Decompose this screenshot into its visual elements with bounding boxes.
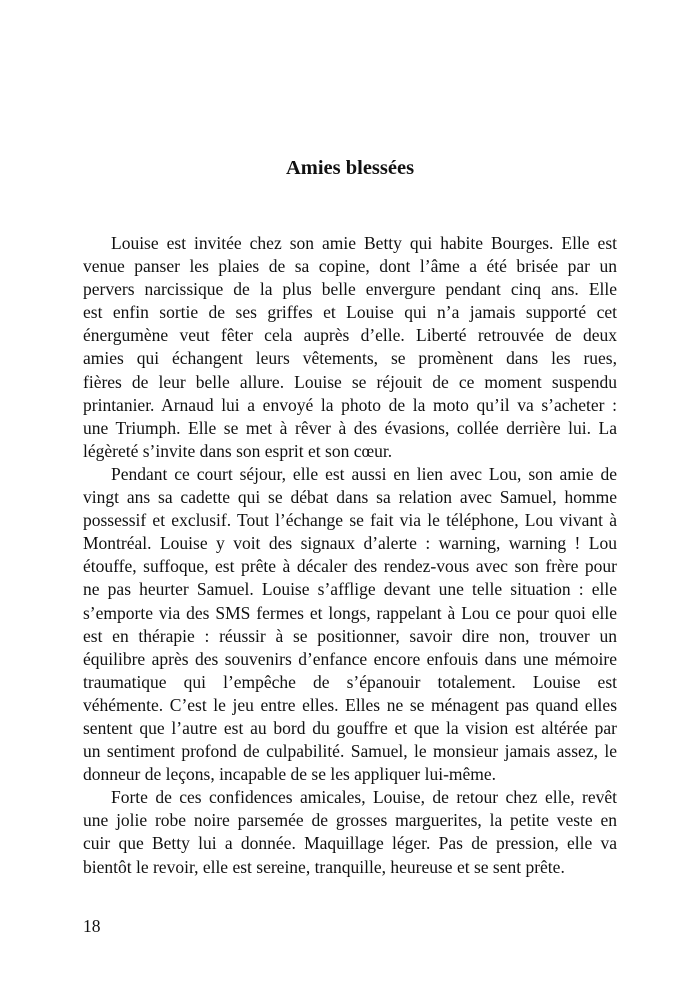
text-line: donneur de leçons, incapable de se les appliquer lui-même. bbox=[83, 764, 497, 785]
text-line: est enfin sortie de ses griffes et Louise qui n’a jamais supporté cet bbox=[83, 302, 617, 323]
text-line: pervers narcissique de la plus belle envergure pendant cinq ans. Elle bbox=[83, 279, 617, 300]
text-line: traumatique qui l’empêche de s’épanouir totalement. Louise est bbox=[83, 671, 617, 692]
text-line: Louise est invitée chez son amie Betty qui habite Bourges. Elle est bbox=[111, 233, 617, 253]
text-line: possessif et exclusif. Tout l’échange se fait via le téléphone, Lou vivant à bbox=[83, 510, 617, 531]
text-line: s’emporte via des SMS fermes et longs, rappelant à Lou ce pour quoi elle bbox=[83, 602, 617, 623]
text-line: une Triumph. Elle se met à rêver à des évasions, collée derrière lui. La bbox=[83, 417, 617, 438]
paragraph bbox=[83, 232, 617, 463]
text-line: Forte de ces confidences amicales, Louise, de retour chez elle, revêt bbox=[111, 787, 617, 808]
text-line: bientôt le revoir, elle est sereine, tranquille, heureuse et se sent prête. bbox=[83, 856, 565, 877]
text-line: étouffe, suffoque, est prête à décaler des rendez-vous avec son frère pour bbox=[83, 556, 617, 577]
text-line: véhémente. C’est le jeu entre elles. Elles ne se ménagent pas quand elles bbox=[83, 694, 617, 715]
text-line: Montréal. Louise y voit des signaux d’alerte : warning, warning ! Lou bbox=[83, 533, 617, 554]
paragraph bbox=[83, 463, 617, 786]
chapter-title: Amies blessées bbox=[285, 157, 415, 179]
text-line: un sentiment profond de culpabilité. Samuel, le monsieur jamais assez, le bbox=[83, 741, 617, 762]
text-line: équilibre après des souvenirs d’enfance encore enfouis dans une mémoire bbox=[83, 648, 617, 669]
text-line: est en thérapie : réussir à se positionner, savoir dire non, trouver un bbox=[83, 625, 617, 646]
text-line: Pendant ce court séjour, elle est aussi en lien avec Lou, son amie de bbox=[111, 463, 617, 484]
text-line: printanier. Arnaud lui a envoyé la photo de la moto qu’il va s’acheter : bbox=[83, 394, 617, 415]
text-line: fières de leur belle allure. Louise se réjouit de ce moment suspendu bbox=[83, 371, 617, 392]
page-number: 18 bbox=[83, 916, 101, 936]
text-line: légèreté s’invite dans son esprit et son cœur. bbox=[83, 440, 393, 461]
text-line: vingt ans sa cadette qui se débat dans sa relation avec Samuel, homme bbox=[83, 487, 617, 508]
text-line: amies qui échangent leurs vêtements, se promènent dans les rues, bbox=[83, 348, 617, 369]
text-line: sentent que l’autre est au bord du gouffre et que la vision est altérée par bbox=[83, 717, 617, 738]
text-line: cuir que Betty lui a donnée. Maquillage léger. Pas de pression, elle va bbox=[83, 833, 617, 854]
text-line: ne pas heurter Samuel. Louise s’afflige devant une telle situation : elle bbox=[83, 579, 617, 600]
text-line: venue panser les plaies de sa copine, dont l’âme a été brisée par un bbox=[83, 256, 617, 277]
text-line: énergumène veut fêter cela auprès d’elle. Liberté retrouvée de deux bbox=[83, 325, 617, 346]
text-line: une jolie robe noire parsemée de grosses marguerites, la petite veste en bbox=[83, 810, 617, 831]
paragraph bbox=[83, 786, 617, 878]
body-text bbox=[83, 232, 617, 879]
